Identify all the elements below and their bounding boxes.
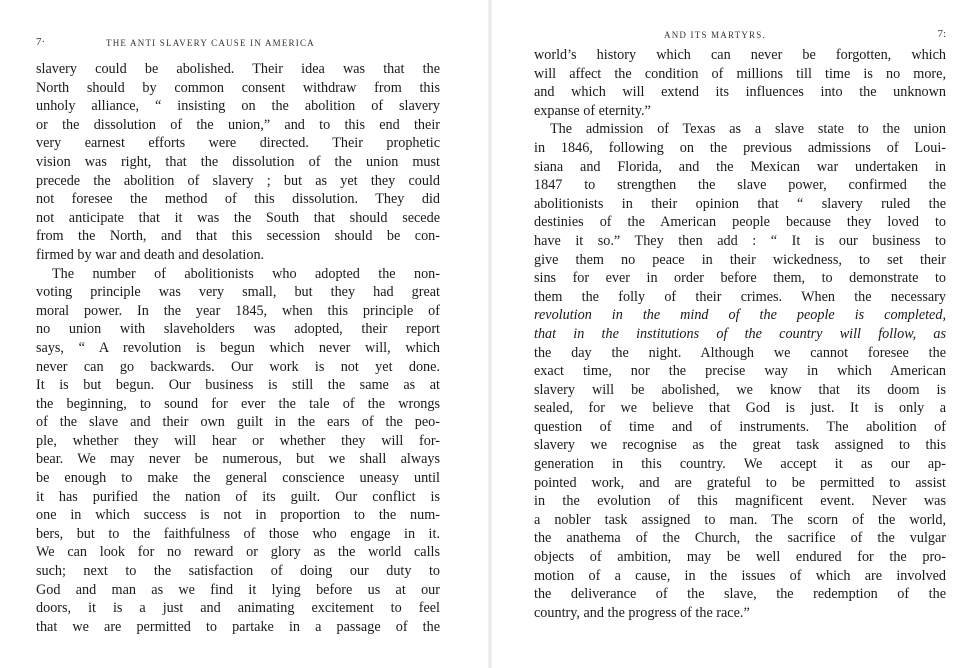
text-line: not anticipate that it was the South that should secede xyxy=(36,209,440,226)
text-line: abolitionists in their opinion that “ slavery ruled the xyxy=(534,195,946,212)
text-line: give them no peace in their wickedness, to set their xyxy=(534,251,946,268)
left-page-number: 7· xyxy=(36,36,46,48)
text-line: in 1846, following on the previous admissions of Loui- xyxy=(534,139,946,156)
text-line: doors, it is a just and animating excitement to feel xyxy=(36,600,440,617)
right-page-text xyxy=(534,46,946,622)
left-page-text xyxy=(36,60,440,636)
text-line: pointed work, and are grateful to be permitted to assist xyxy=(534,474,946,491)
text-line: very earnest efforts were directed. Their prophetic xyxy=(36,135,440,152)
text-line: North should by common consent withdraw from this xyxy=(36,79,440,96)
text-line: question of time and of instruments. The abolition of xyxy=(534,418,946,435)
text-line: unholy alliance, “ insisting on the abolition of slavery xyxy=(36,98,440,115)
text-line: a nobler task assigned to man. The scorn of the world, xyxy=(534,511,946,528)
text-line: precede the abolition of slavery ; but as yet they could xyxy=(36,172,440,189)
text-line: no union with slaveholders was adopted, their report xyxy=(36,321,440,338)
text-line: generation in this country. We accept it as our ap- xyxy=(534,456,946,473)
left-running-title: THE ANTI SLAVERY CAUSE IN AMERICA xyxy=(106,38,315,48)
text-line: it has purified the nation of its guilt. Our conflict is xyxy=(36,488,440,505)
text-line: country, and the progress of the race.” xyxy=(534,604,750,621)
right-page xyxy=(490,0,980,668)
text-line: We can look for no reward or glory as the world calls xyxy=(36,544,440,561)
text-line: firmed by war and death and desolation. xyxy=(36,246,265,263)
text-line: from the North, and that this secession should be con- xyxy=(36,228,440,245)
text-line: says, “ A revolution is begun which never will, which xyxy=(36,339,440,356)
text-line: expanse of eternity.” xyxy=(534,102,651,119)
text-line: be enough to make the general conscience uneasy until xyxy=(36,470,440,487)
text-line: will affect the condition of millions till time is no more, xyxy=(534,65,946,82)
text-line: bear. We may never be numerous, but we shall always xyxy=(36,451,440,468)
text-line: moral power. In the year 1845, when this principle of xyxy=(36,302,440,319)
text-line: exact time, nor the precise way in which American xyxy=(534,363,946,380)
text-line: the day the night. Although we cannot foresee the xyxy=(534,344,946,361)
text-line: them the folly of their crimes. When the necessary xyxy=(534,288,946,305)
text-line: vision was right, that the dissolution of the union must xyxy=(36,153,440,170)
text-line: God and man as we find it lying before us at our xyxy=(36,581,440,598)
text-line: the deliverance of the slave, the redemption of the xyxy=(534,586,946,603)
text-line: voting principle was very small, but they had great xyxy=(36,284,440,301)
text-line: sins for ever in order before them, to demonstrate to xyxy=(534,270,946,287)
text-line: that we are permitted to partake in a passage of the xyxy=(36,618,440,635)
text-line: and which will extend its influences into the unknown xyxy=(534,84,946,101)
text-line: the anathema of the Church, the sacrifice of the vulgar xyxy=(534,530,946,547)
text-line: the beginning, to sound for ever the tale of the wrongs xyxy=(36,395,440,412)
text-line: never can go backwards. Our work is not yet done. xyxy=(36,358,440,375)
text-line: of the slave and their own guilt in the ears of the peo- xyxy=(36,414,440,431)
right-running-title: AND ITS MARTYRS. xyxy=(664,30,766,40)
text-line: The admission of Texas as a slave state to the union xyxy=(550,121,946,138)
text-line: It is but begun. Our business is still the same as at xyxy=(36,377,440,394)
text-line: slavery will be abolished, we know that its doom is xyxy=(534,381,946,398)
text-line: objects of ambition, may be well endured for the pro- xyxy=(534,549,946,566)
text-line: 1847 to strengthen the slave power, confirmed the xyxy=(534,177,946,194)
left-running-head xyxy=(36,34,440,54)
text-line: motion of a cause, in the issues of which are involved xyxy=(534,567,946,584)
text-line: revolution in the mind of the people is completed, xyxy=(534,307,946,324)
text-line: bers, but to the faithfulness of those who engage in it. xyxy=(36,525,440,542)
text-line: ple, whether they will hear or whether they will for- xyxy=(36,432,440,449)
text-line: The number of abolitionists who adopted the non- xyxy=(52,265,440,282)
text-line: such; next to the satisfaction of doing our duty to xyxy=(36,563,440,580)
text-line: have it so.” They then add : “ It is our business to xyxy=(534,232,946,249)
text-line: or the dissolution of the union,” and to this end their xyxy=(36,116,440,133)
text-line: in the evolution of this magnificent event. Never was xyxy=(534,493,946,510)
right-page-number: 7: xyxy=(937,28,946,40)
text-line: not foresee the method of this dissolution. They did xyxy=(36,191,440,208)
text-line: sealed, for we believe that God is just. It is only a xyxy=(534,400,946,417)
right-running-head xyxy=(534,26,946,46)
text-line: slavery we recognise as the great task assigned to this xyxy=(534,437,946,454)
text-line: one in which success is not in proportion to the num- xyxy=(36,507,440,524)
text-line: slavery could be abolished. Their idea was that the xyxy=(36,61,440,77)
text-line: world’s history which can never be forgotten, which xyxy=(534,47,946,63)
text-line: destinies of the American people because they loved to xyxy=(534,214,946,231)
text-line: that in the institutions of the country will follow, as xyxy=(534,325,946,342)
text-line: siana and Florida, and the Mexican war undertaken in xyxy=(534,158,946,175)
